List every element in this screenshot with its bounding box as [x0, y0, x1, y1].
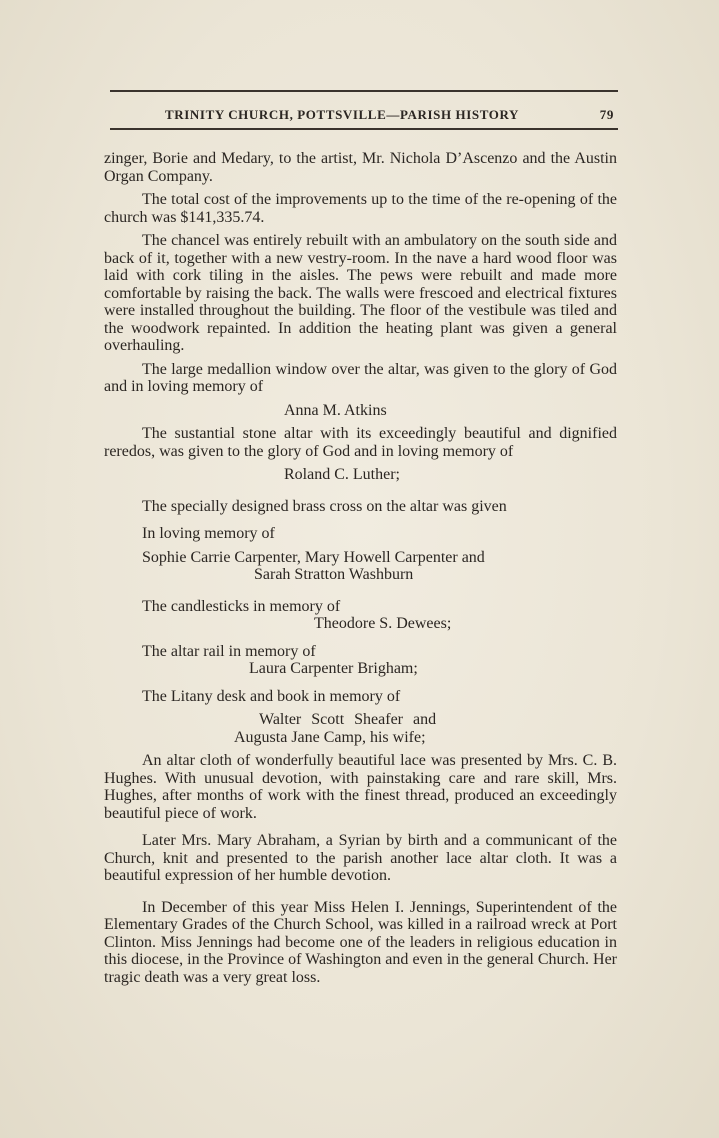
page-body: [104, 150, 617, 986]
header-rule-top: [110, 90, 618, 92]
dedication-name-sheafer: Walter Scott Sheafer and: [259, 711, 437, 728]
dedication-name-camp: Augusta Jane Camp, his wife;: [234, 728, 426, 746]
page-number: 79: [599, 107, 614, 122]
dedication-name-dewees: Theodore S. Dewees;: [314, 615, 452, 632]
paragraph-total-cost: The total cost of the improvements up to the time of the re-opening of the church was $141,335.74.: [104, 191, 617, 226]
paragraph-brass-cross: The specially designed brass cross on the altar was given: [142, 497, 507, 515]
paragraph-litany-desk: The Litany desk and book in memory of: [142, 687, 401, 705]
paragraph-mary-abraham: Later Mrs. Mary Abraham, a Syrian by birth and a communicant of the Church, knit and presented to the parish another lace altar cloth. It was a beautiful expression of her humble devotion.: [104, 832, 617, 884]
paragraph-continued: zinger, Borie and Medary, to the artist, Mr. Nichola D’Ascenzo and the Austin Organ Company.: [104, 150, 617, 185]
dedication-name-washburn: Sarah Stratton Washburn: [254, 566, 414, 583]
paragraph-medallion-window: The large medallion window over the altar, was given to the glory of God and in loving memory of: [104, 360, 617, 395]
paragraph-chancel: The chancel was entirely rebuilt with an ambulatory on the south side and back of it, together with a new vestry-room. In the nave a hard wood floor was laid with cork tiling in the aisles. The pews were rebuilt and made more comfortable by raising the back. The walls were frescoed and electrical fixtures were installed throughout the building. The floor of the vestibule was tiled and the woodwork repainted. In addition the heating plant was given a general overhauling.: [104, 232, 617, 354]
dedication-name-brigham: Laura Carpenter Brigham;: [249, 660, 418, 677]
paragraph-candlesticks: The candlesticks in memory of: [142, 597, 341, 615]
paragraph-helen-jennings: In December of this year Miss Helen I. Jennings, Superintendent of the Elementary Grades of the Church School, was killed in a railroad wreck at Port Clinton. Miss Jennings had become one of the leaders in religious education in this diocese, in the Province of Washington and even in the general Church. Her tragic death was a very great loss.: [104, 898, 617, 986]
header-rule-bottom: [110, 128, 618, 130]
paragraph-altar-rail: The altar rail in memory of: [142, 642, 316, 660]
line-in-loving-memory: In loving memory of: [142, 525, 275, 542]
dedication-name-atkins: Anna M. Atkins: [284, 401, 387, 419]
paragraph-stone-altar: The sustantial stone altar with its exceedingly beautiful and dignified reredos, was given to the glory of God and in loving memory of: [104, 425, 617, 460]
paragraph-altar-cloth: An altar cloth of wonderfully beautiful lace was presented by Mrs. C. B. Hughes. With unusual devotion, with painstaking care and rare skill, Mrs. Hughes, after months of work with the finest thread, produced an exceedingly beautiful piece of work.: [104, 752, 617, 822]
running-title: TRINITY CHURCH, POTTSVILLE—PARISH HISTORY: [165, 107, 520, 122]
dedication-names-carpenter: Sophie Carrie Carpenter, Mary Howell Carpenter and: [142, 548, 485, 566]
dedication-name-luther: Roland C. Luther;: [284, 466, 400, 483]
running-header: [110, 104, 618, 126]
